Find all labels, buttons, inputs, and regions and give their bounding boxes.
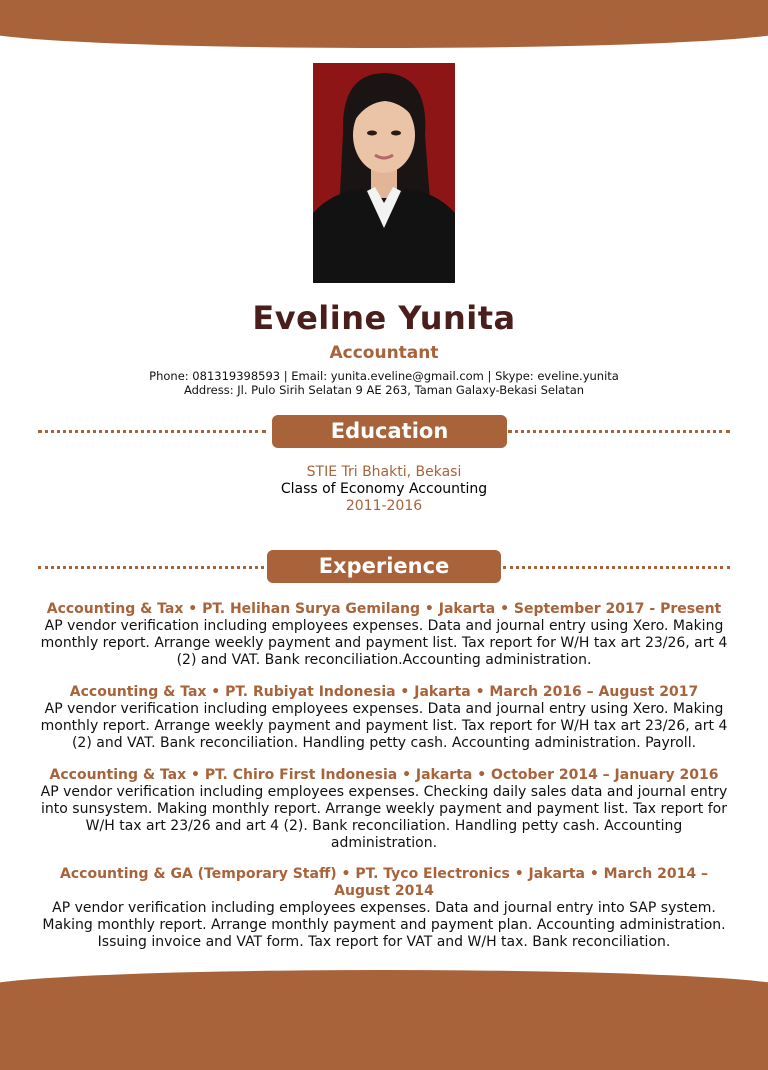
experience-entry [40,601,728,669]
education-section-header: Education [272,415,507,448]
experience-heading: Accounting & GA (Temporary Staff) • PT. Tyco Electronics • Jakarta • March 2014 – August 2014 [60,866,708,899]
contact-block [0,369,768,397]
experience-heading: Accounting & Tax • PT. Helihan Surya Gemilang • Jakarta • September 2017 - Present [46,601,722,617]
experience-description: AP vendor verification including employees expenses. Checking daily sales data and journal entry into sunsystem. Making monthly report. Arrange weekly payment and payment list. Tax report for W/H tax art 23/26 and art 4 (2). Bank reconciliation. Handling petty cash. Accounting administration. [40,784,728,851]
education-years: 2011-2016 [345,498,423,514]
education-entry [0,464,768,515]
candidate-role: Accountant [329,343,439,363]
experience-description: AP vendor verification including employees expenses. Data and journal entry into SAP system. Making monthly report. Arrange monthly payment and payment plan. Accounting administration. Issuing invoice and VAT form. Tax report for VAT and W/H tax. Bank reconciliation. [42,900,726,950]
bottom-decorative-band [0,970,768,1070]
experience-section-header: Experience [267,550,501,583]
education-program: Class of Economy Accounting [280,481,488,497]
experience-description: AP vendor verification including employees expenses. Data and journal entry using Xero. Making monthly report. Arrange weekly payment and payment list. Tax report for W/H tax art 23/26, art 4 (2) and VAT. Bank reconciliation. Handling petty cash. Accounting administration. Payroll. [40,701,728,751]
profile-photo [313,63,455,283]
experience-description: AP vendor verification including employees expenses. Data and journal entry using Xero. Making monthly report. Arrange weekly payment and payment list. Tax report for W/H tax art 23/26, art 4 (2) and VAT. Bank reconciliation.Accounting administration. [40,618,728,668]
experience-divider-right [503,566,730,569]
address-line: Address: Jl. Pulo Sirih Selatan 9 AE 263, Taman Galaxy-Bekasi Selatan [183,383,585,397]
experience-entry [40,684,728,752]
contact-line: Phone: 081319398593 | Email: yunita.eveline@gmail.com | Skype: eveline.yunita [149,369,619,383]
candidate-name: Eveline Yunita [252,299,516,337]
experience-heading: Accounting & Tax • PT. Rubiyat Indonesia • Jakarta • March 2016 – August 2017 [69,684,699,700]
experience-divider-left [38,566,264,569]
education-school: STIE Tri Bhakti, Bekasi [306,464,462,480]
experience-entry [40,866,728,951]
experience-heading: Accounting & Tax • PT. Chiro First Indonesia • Jakarta • October 2014 – January 2016 [49,767,719,783]
top-decorative-band [0,0,768,48]
education-divider-right [508,430,730,433]
experience-entry [40,767,728,852]
education-divider-left [38,430,266,433]
portrait-illustration [313,63,455,283]
